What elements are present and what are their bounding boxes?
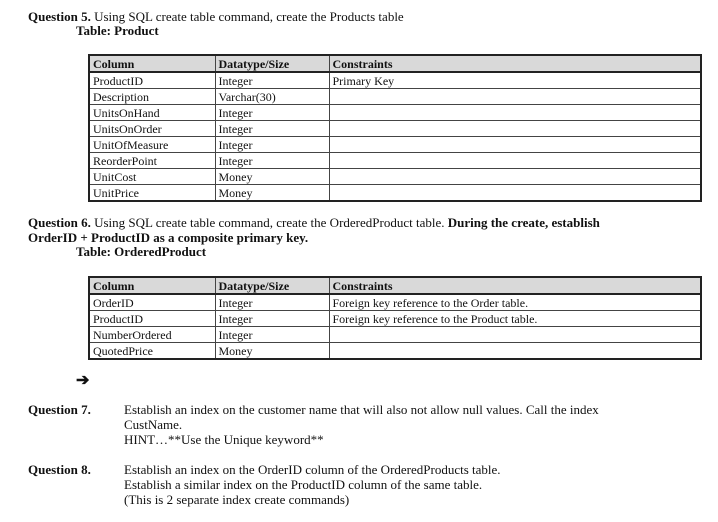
column-name-cell: Description — [89, 89, 215, 105]
datatype-cell: Integer — [215, 72, 329, 89]
column-header: Column — [89, 55, 215, 72]
datatype-header: Datatype/Size — [215, 55, 329, 72]
constraint-cell — [329, 137, 701, 153]
question-8-line-3: (This is 2 separate index create commands) — [124, 492, 350, 507]
arrow-icon: ➔ — [76, 372, 90, 389]
constraint-cell — [329, 153, 701, 169]
column-name-cell: OrderID — [89, 294, 215, 311]
table-row — [89, 169, 701, 185]
question-5-label: Question 5. — [28, 9, 91, 24]
table-row — [89, 72, 701, 89]
column-name-cell: ProductID — [89, 311, 215, 327]
column-name-cell: UnitPrice — [89, 185, 215, 202]
datatype-cell: Integer — [215, 294, 329, 311]
datatype-header: Datatype/Size — [215, 277, 329, 294]
column-name-cell: QuotedPrice — [89, 343, 215, 360]
column-header: Column — [89, 277, 215, 294]
table-header-row — [89, 55, 701, 72]
table-row — [89, 137, 701, 153]
constraints-header: Constraints — [329, 277, 701, 294]
column-name-cell: NumberOrdered — [89, 327, 215, 343]
question-6-prompt-line1 — [28, 215, 600, 231]
question-6-bold-text-2: OrderID + ProductID as a composite primary key. — [28, 230, 309, 245]
question-7-line-2: CustName. — [124, 417, 183, 432]
question-8-label: Question 8. — [28, 462, 91, 477]
constraint-cell — [329, 327, 701, 343]
question-6-bold-text-1: During the create, establish — [447, 215, 600, 230]
question-6-label: Question 6. — [28, 215, 91, 230]
column-name-cell: UnitOfMeasure — [89, 137, 215, 153]
column-name-cell: UnitCost — [89, 169, 215, 185]
table-row — [89, 153, 701, 169]
table-row — [89, 121, 701, 137]
datatype-cell: Integer — [215, 137, 329, 153]
column-name-cell: ProductID — [89, 72, 215, 89]
question-7-line-1: Establish an index on the customer name that will also not allow null values. Call the index — [124, 402, 599, 417]
column-name-cell: ReorderPoint — [89, 153, 215, 169]
question-5-text: Using SQL create table command, create the Products table — [90, 9, 404, 24]
question-7-line-3: HINT…**Use the Unique keyword** — [124, 432, 324, 447]
constraint-cell: Primary Key — [329, 72, 701, 89]
constraint-cell: Foreign key reference to the Order table. — [329, 294, 701, 311]
constraint-cell — [329, 89, 701, 105]
table-row — [89, 185, 701, 202]
datatype-cell: Integer — [215, 105, 329, 121]
orderedproduct-schema-table — [88, 276, 702, 360]
datatype-cell: Integer — [215, 121, 329, 137]
datatype-cell: Integer — [215, 327, 329, 343]
constraint-cell — [329, 105, 701, 121]
table-row — [89, 89, 701, 105]
column-name-cell: UnitsOnHand — [89, 105, 215, 121]
constraint-cell — [329, 185, 701, 202]
question-8-line-2: Establish a similar index on the ProductID column of the same table. — [124, 477, 483, 492]
constraint-cell — [329, 169, 701, 185]
constraints-header: Constraints — [329, 55, 701, 72]
datatype-cell: Varchar(30) — [215, 89, 329, 105]
table-row — [89, 327, 701, 343]
table-row — [89, 343, 701, 360]
product-table-title: Table: Product — [76, 23, 159, 38]
question-6-text: Using SQL create table command, create the OrderedProduct table. — [90, 215, 448, 230]
table-row — [89, 105, 701, 121]
datatype-cell: Money — [215, 185, 329, 202]
datatype-cell: Money — [215, 343, 329, 360]
constraint-cell — [329, 343, 701, 360]
datatype-cell: Integer — [215, 153, 329, 169]
question-8-line-1: Establish an index on the OrderID column of the OrderedProducts table. — [124, 462, 501, 477]
product-schema-table — [88, 54, 702, 202]
table-row — [89, 311, 701, 327]
constraint-cell: Foreign key reference to the Product table. — [329, 311, 701, 327]
datatype-cell: Integer — [215, 311, 329, 327]
table-header-row — [89, 277, 701, 294]
question-7-label: Question 7. — [28, 402, 91, 417]
column-name-cell: UnitsOnOrder — [89, 121, 215, 137]
orderedproduct-table-title: Table: OrderedProduct — [76, 244, 207, 259]
constraint-cell — [329, 121, 701, 137]
table-row — [89, 294, 701, 311]
datatype-cell: Money — [215, 169, 329, 185]
